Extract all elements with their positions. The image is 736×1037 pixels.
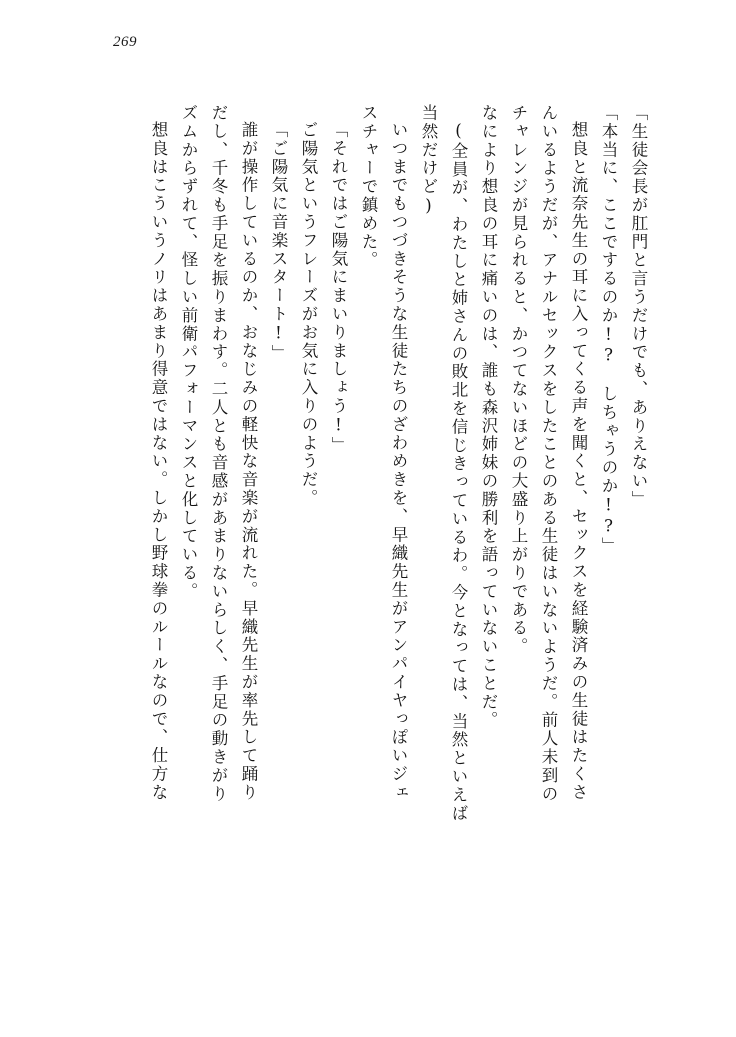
page-number: 269 [113,34,137,50]
text-line: チャレンジが見られると、かつてないほどの大盛り上がりである。 [509,104,528,656]
text-line: 「ご陽気に音楽スタート!」 [269,121,288,363]
text-line: スチャーで鎮めた。 [359,104,378,270]
text-line: ズムからずれて、怪しい前衛パフォーマンスと化している。 [179,104,198,601]
text-line: ご陽気というフレーズがお気に入りのようだ。 [299,121,318,508]
text-line: (全員が、わたしと姉さんの敗北を信じきっているわ。今となっては、当然といえば [449,121,468,823]
text-line: だし、千冬も手足を振りまわす。二人とも音感があまりないらしく、手足の動きがり [209,104,228,804]
text-line: んいるようだが、アナルセックスをしたことのある生徒はいないようだ。前人未到の [539,104,558,804]
text-line: 想良と流奈先生の耳に入ってくる声を聞くと、セックスを経験済みの生徒はたくさ [569,121,588,802]
text-line: 「それではご陽気にまいりましょう!」 [329,121,348,455]
text-line: 想良はこういうノリはあまり得意ではない。しかし野球拳のルールなので、仕方な [149,121,168,802]
text-line: 誰が操作しているのか、おなじみの軽快な音楽が流れた。早織先生が率先して踊り [239,121,258,802]
body-text [86,104,646,959]
text-line: 当然だけど) [419,104,438,217]
text-line: 「本当に、ここでするのか!? しちゃうのか!?」 [599,104,618,556]
text-line: なにより想良の耳に痛いのは、誰も森沢姉妹の勝利を語っていないことだ。 [479,104,498,730]
text-line: いつまでもつづきそうな生徒たちのざわめきを、早織先生がアンパイヤっぽいジェ [389,121,408,802]
text-line: 「生徒会長が肛門と言うだけでも、ありえない」 [629,104,648,509]
